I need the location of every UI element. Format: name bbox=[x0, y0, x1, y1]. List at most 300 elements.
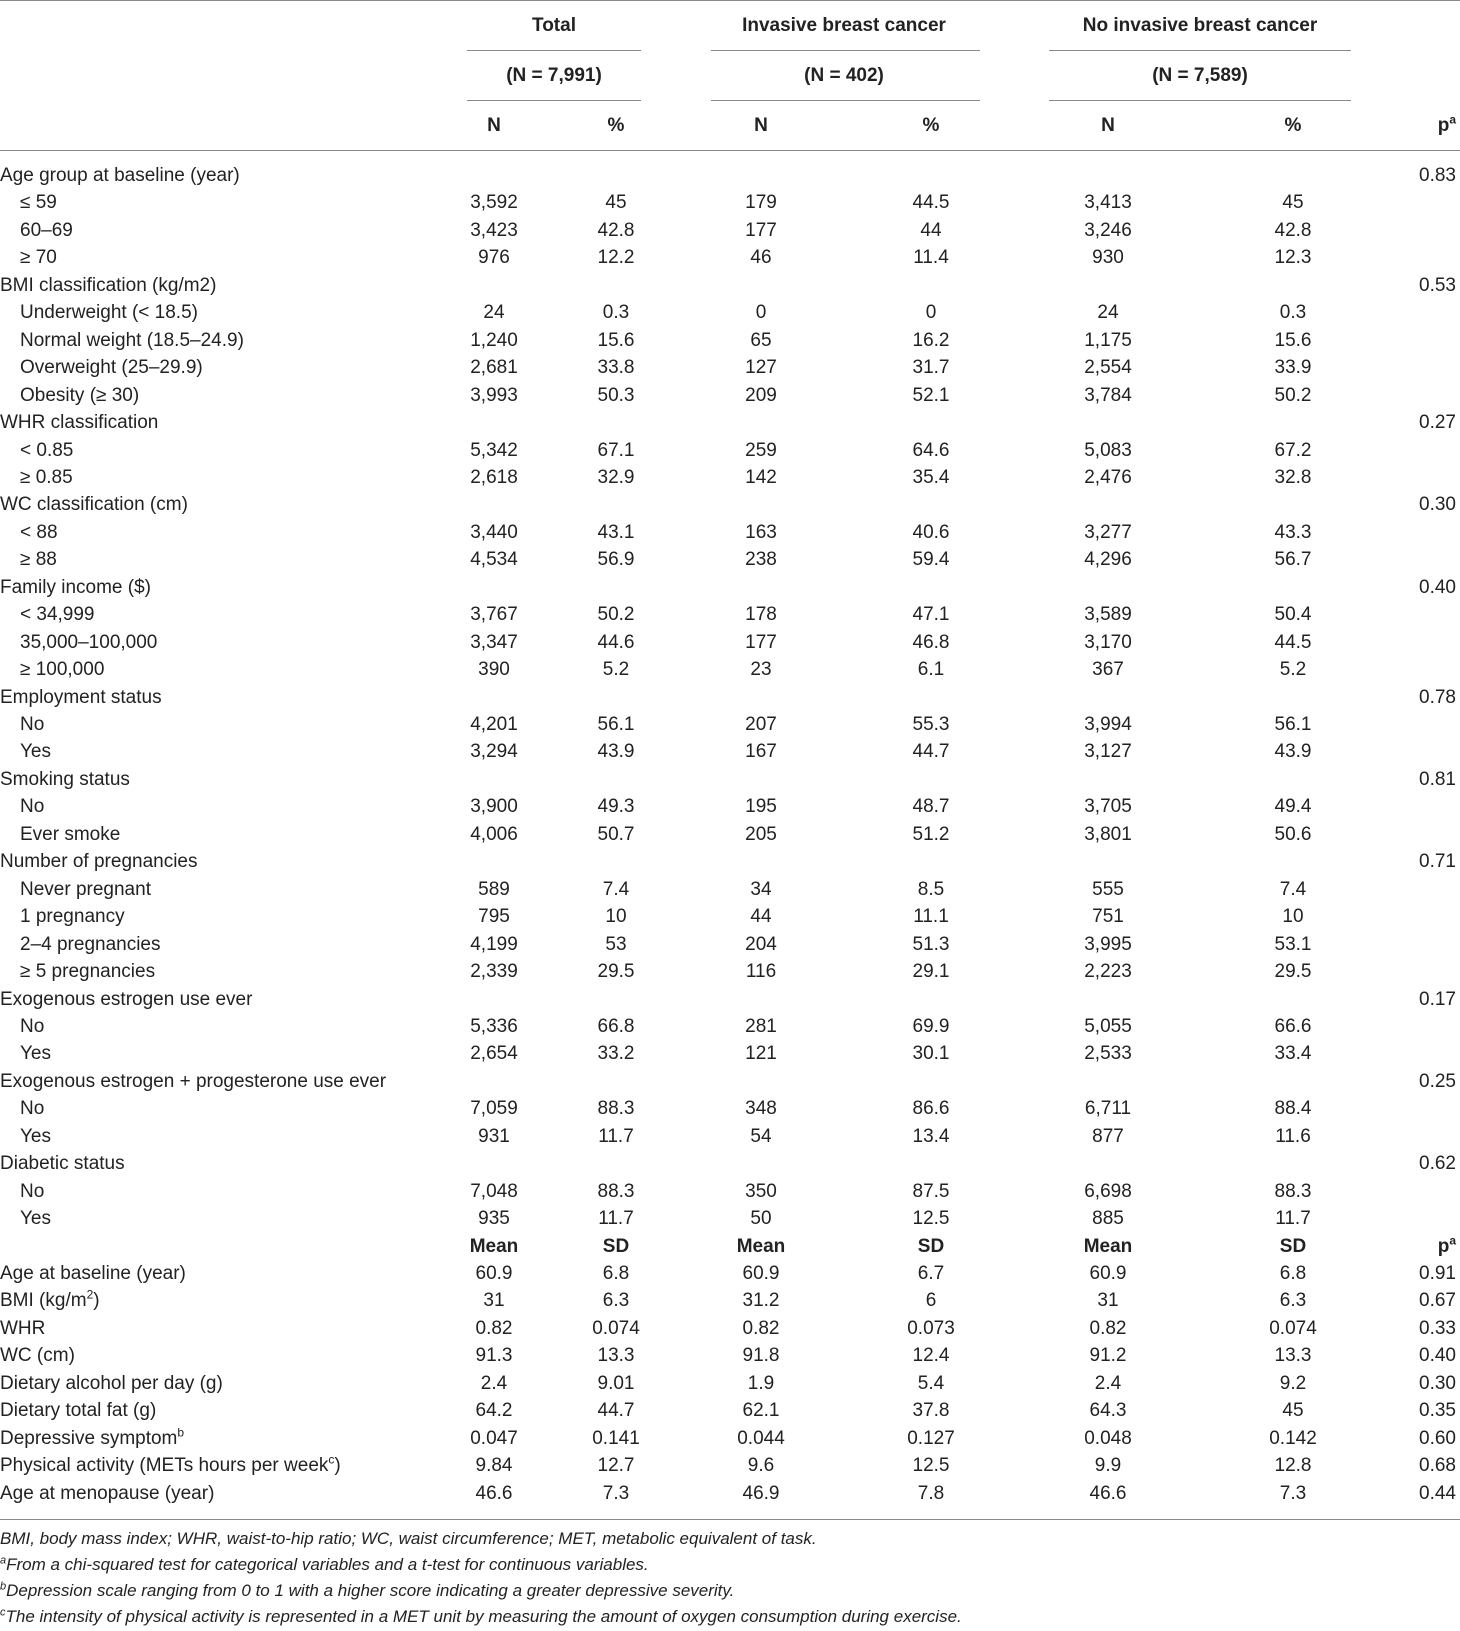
variable-label: Age group at baseline (year) bbox=[0, 165, 240, 186]
group-underline-total bbox=[467, 50, 641, 51]
cell-invasive-n: 207 bbox=[745, 714, 777, 735]
cell-p-value: 0.27 bbox=[1419, 412, 1456, 433]
cell-no-invasive-pct: 10 bbox=[1282, 906, 1304, 927]
cell-mean-total: 9.84 bbox=[475, 1455, 513, 1476]
n-underline-invasive bbox=[711, 100, 980, 101]
cell-p-value: 0.25 bbox=[1419, 1071, 1456, 1092]
cell-invasive-n: 46 bbox=[750, 247, 772, 268]
cell-invasive-n: 177 bbox=[745, 632, 777, 653]
cell-total-pct: 5.2 bbox=[602, 659, 630, 680]
cell-total-pct: 88.3 bbox=[597, 1098, 635, 1119]
cell-sd-invasive: 0.073 bbox=[907, 1318, 955, 1339]
cell-mean-invasive: 31.2 bbox=[742, 1290, 780, 1311]
cell-invasive-n: 167 bbox=[745, 741, 777, 762]
cell-sd-total: 12.7 bbox=[597, 1455, 635, 1476]
category-label: ≥ 0.85 bbox=[20, 467, 73, 488]
cell-no-invasive-n: 2,476 bbox=[1084, 467, 1132, 488]
cell-invasive-pct: 31.7 bbox=[912, 357, 950, 378]
cell-total-pct: 56.1 bbox=[597, 714, 635, 735]
col-header-pct-total: % bbox=[607, 115, 625, 136]
cell-p-value: 0.30 bbox=[1419, 494, 1456, 515]
cell-total-pct: 42.8 bbox=[597, 220, 635, 241]
cell-no-invasive-n: 3,784 bbox=[1084, 385, 1132, 406]
cell-invasive-n: 178 bbox=[745, 604, 777, 625]
cell-p-value: 0.30 bbox=[1419, 1373, 1456, 1394]
cell-invasive-n: 179 bbox=[745, 192, 777, 213]
cell-invasive-n: 44 bbox=[750, 906, 772, 927]
cell-no-invasive-n: 751 bbox=[1092, 906, 1124, 927]
top-rule bbox=[0, 0, 1460, 1]
cell-invasive-n: 121 bbox=[745, 1043, 777, 1064]
cell-no-invasive-n: 3,994 bbox=[1084, 714, 1132, 735]
cell-invasive-n: 116 bbox=[745, 961, 777, 982]
cell-mean-no-invasive: 0.048 bbox=[1084, 1428, 1132, 1449]
group-n-invasive: (N = 402) bbox=[804, 65, 884, 86]
col-header-p-continuous: $p^a$ bbox=[1437, 1233, 1456, 1257]
category-label: No bbox=[20, 1016, 45, 1037]
cell-total-pct: 0.3 bbox=[602, 302, 630, 323]
cell-total-pct: 53 bbox=[605, 934, 627, 955]
cell-no-invasive-n: 3,705 bbox=[1084, 796, 1132, 817]
cell-no-invasive-n: 2,554 bbox=[1084, 357, 1132, 378]
cell-sd-total: 9.01 bbox=[597, 1373, 635, 1394]
cell-total-n: 2,654 bbox=[470, 1043, 518, 1064]
cell-total-pct: 15.6 bbox=[597, 330, 635, 351]
variable-label: WC (cm) bbox=[0, 1345, 75, 1366]
group-underline-no-invasive bbox=[1049, 50, 1351, 51]
cell-invasive-pct: 52.1 bbox=[912, 385, 950, 406]
col-header-sd-no-invasive: SD bbox=[1279, 1236, 1307, 1257]
cell-no-invasive-n: 2,533 bbox=[1084, 1043, 1132, 1064]
variable-label: BMI classification (kg/m2) bbox=[0, 275, 217, 296]
variable-label: Exogenous estrogen use ever bbox=[0, 989, 253, 1010]
category-label: No bbox=[20, 714, 45, 735]
cell-mean-no-invasive: 60.9 bbox=[1089, 1263, 1127, 1284]
cell-p-value: 0.68 bbox=[1419, 1455, 1456, 1476]
category-label: Ever smoke bbox=[20, 824, 121, 845]
cell-invasive-pct: 51.3 bbox=[912, 934, 950, 955]
cell-total-n: 390 bbox=[478, 659, 510, 680]
variable-label: Dietary alcohol per day (g) bbox=[0, 1373, 223, 1394]
cell-invasive-n: 205 bbox=[745, 824, 777, 845]
category-label: 2–4 pregnancies bbox=[20, 934, 161, 955]
cell-sd-invasive: 12.5 bbox=[912, 1455, 950, 1476]
cell-mean-total: 0.82 bbox=[475, 1318, 513, 1339]
cell-total-n: 3,347 bbox=[470, 632, 518, 653]
variable-label: Family income ($) bbox=[0, 577, 151, 598]
n-underline-no-invasive bbox=[1049, 100, 1351, 101]
cell-invasive-pct: 6.1 bbox=[917, 659, 945, 680]
footnote: BMI, body mass index; WHR, waist-to-hip ratio; WC, waist circumference; MET, metabolic equivalent of task. bbox=[0, 1529, 817, 1548]
cell-no-invasive-pct: 50.2 bbox=[1274, 385, 1312, 406]
cell-invasive-pct: 44.5 bbox=[912, 192, 950, 213]
cell-total-n: 935 bbox=[478, 1208, 510, 1229]
cell-no-invasive-n: 3,413 bbox=[1084, 192, 1132, 213]
cell-total-n: 931 bbox=[478, 1126, 510, 1147]
cell-invasive-n: 50 bbox=[750, 1208, 772, 1229]
cell-total-n: 24 bbox=[483, 302, 505, 323]
col-header-sd-invasive: SD bbox=[917, 1236, 945, 1257]
cell-sd-no-invasive: 0.142 bbox=[1269, 1428, 1317, 1449]
cell-total-pct: 33.8 bbox=[597, 357, 635, 378]
cell-invasive-pct: 0 bbox=[925, 302, 937, 323]
cell-mean-invasive: 9.6 bbox=[747, 1455, 775, 1476]
cell-sd-total: 0.074 bbox=[592, 1318, 640, 1339]
cell-total-n: 4,006 bbox=[470, 824, 518, 845]
cell-no-invasive-pct: 88.3 bbox=[1274, 1181, 1312, 1202]
cell-total-pct: 43.1 bbox=[597, 522, 635, 543]
cell-sd-no-invasive: 45 bbox=[1282, 1400, 1304, 1421]
category-label: ≥ 5 pregnancies bbox=[20, 961, 156, 982]
cell-no-invasive-pct: 43.3 bbox=[1274, 522, 1312, 543]
group-title-no-invasive: No invasive breast cancer bbox=[1082, 15, 1318, 36]
cell-total-n: 4,199 bbox=[470, 934, 518, 955]
cell-mean-no-invasive: 31 bbox=[1097, 1290, 1119, 1311]
cell-invasive-pct: 55.3 bbox=[912, 714, 950, 735]
cell-p-value: 0.81 bbox=[1419, 769, 1456, 790]
group-n-total: (N = 7,991) bbox=[506, 65, 602, 86]
cell-invasive-pct: 51.2 bbox=[912, 824, 950, 845]
variable-label: Number of pregnancies bbox=[0, 851, 198, 872]
footnote: $^c$The intensity of physical activity is represented in a MET unit by measuring the amount of oxygen consumption during exercise. bbox=[0, 1606, 962, 1626]
cell-invasive-n: 209 bbox=[745, 385, 777, 406]
cell-invasive-n: 23 bbox=[750, 659, 772, 680]
cell-p-value: 0.35 bbox=[1419, 1400, 1456, 1421]
cell-no-invasive-n: 2,223 bbox=[1084, 961, 1132, 982]
cell-no-invasive-pct: 56.1 bbox=[1274, 714, 1312, 735]
cell-total-n: 4,201 bbox=[470, 714, 518, 735]
cell-mean-total: 91.3 bbox=[475, 1345, 513, 1366]
cell-no-invasive-n: 3,127 bbox=[1084, 741, 1132, 762]
col-header-mean-invasive: Mean bbox=[736, 1236, 786, 1257]
cell-invasive-n: 0 bbox=[755, 302, 767, 323]
cell-total-n: 4,534 bbox=[470, 549, 518, 570]
cell-invasive-pct: 11.4 bbox=[913, 247, 949, 268]
cell-mean-invasive: 1.9 bbox=[747, 1373, 775, 1394]
cell-no-invasive-n: 5,083 bbox=[1084, 440, 1132, 461]
cell-total-n: 3,900 bbox=[470, 796, 518, 817]
col-header-n-total: N bbox=[487, 115, 501, 136]
cell-total-pct: 29.5 bbox=[597, 961, 635, 982]
cell-total-pct: 44.6 bbox=[597, 632, 635, 653]
cell-total-n: 7,048 bbox=[470, 1181, 518, 1202]
category-label: < 88 bbox=[20, 522, 58, 543]
cell-sd-no-invasive: 0.074 bbox=[1269, 1318, 1317, 1339]
cell-total-n: 2,681 bbox=[470, 357, 518, 378]
cell-invasive-n: 34 bbox=[750, 879, 772, 900]
cell-no-invasive-pct: 5.2 bbox=[1279, 659, 1307, 680]
category-label: Never pregnant bbox=[20, 879, 151, 900]
cell-no-invasive-pct: 33.9 bbox=[1274, 357, 1312, 378]
cell-invasive-pct: 13.4 bbox=[912, 1126, 950, 1147]
cell-sd-invasive: 6.7 bbox=[917, 1263, 945, 1284]
cell-mean-total: 64.2 bbox=[475, 1400, 513, 1421]
cell-sd-invasive: 37.8 bbox=[912, 1400, 950, 1421]
group-underline-invasive bbox=[711, 50, 980, 51]
cell-mean-no-invasive: 9.9 bbox=[1094, 1455, 1122, 1476]
cell-total-n: 3,440 bbox=[470, 522, 518, 543]
cell-mean-invasive: 62.1 bbox=[742, 1400, 780, 1421]
cell-sd-total: 13.3 bbox=[597, 1345, 635, 1366]
cell-no-invasive-pct: 15.6 bbox=[1274, 330, 1312, 351]
group-title-total: Total bbox=[532, 15, 576, 36]
cell-no-invasive-pct: 0.3 bbox=[1279, 302, 1307, 323]
cell-no-invasive-pct: 11.7 bbox=[1275, 1208, 1311, 1229]
cell-p-value: 0.44 bbox=[1419, 1483, 1456, 1504]
cell-total-n: 5,342 bbox=[470, 440, 518, 461]
variable-label: Age at menopause (year) bbox=[0, 1483, 215, 1504]
cell-no-invasive-pct: 44.5 bbox=[1274, 632, 1312, 653]
cell-total-pct: 7.4 bbox=[602, 879, 630, 900]
cell-no-invasive-pct: 66.6 bbox=[1274, 1016, 1312, 1037]
cell-no-invasive-pct: 50.4 bbox=[1274, 604, 1312, 625]
category-label: Yes bbox=[20, 741, 51, 762]
cell-invasive-pct: 59.4 bbox=[912, 549, 950, 570]
cell-invasive-n: 348 bbox=[745, 1098, 777, 1119]
cell-p-value: 0.91 bbox=[1419, 1263, 1456, 1284]
cell-invasive-pct: 29.1 bbox=[912, 961, 950, 982]
cell-invasive-n: 204 bbox=[745, 934, 777, 955]
cell-no-invasive-n: 24 bbox=[1097, 302, 1119, 323]
cell-invasive-pct: 44.7 bbox=[912, 741, 950, 762]
cell-mean-no-invasive: 0.82 bbox=[1089, 1318, 1127, 1339]
cell-mean-no-invasive: 91.2 bbox=[1089, 1345, 1127, 1366]
cell-sd-no-invasive: 9.2 bbox=[1279, 1373, 1307, 1394]
cell-no-invasive-n: 885 bbox=[1092, 1208, 1124, 1229]
cell-invasive-n: 177 bbox=[745, 220, 777, 241]
variable-label: Employment status bbox=[0, 687, 162, 708]
cell-sd-no-invasive: 12.8 bbox=[1274, 1455, 1312, 1476]
col-header-p: $p^a$ bbox=[1437, 112, 1456, 136]
cell-total-pct: 43.9 bbox=[597, 741, 635, 762]
cell-sd-total: 44.7 bbox=[597, 1400, 635, 1421]
cell-total-pct: 32.9 bbox=[597, 467, 635, 488]
cell-sd-invasive: 0.127 bbox=[907, 1428, 955, 1449]
cell-no-invasive-pct: 33.4 bbox=[1274, 1043, 1312, 1064]
cell-no-invasive-pct: 45 bbox=[1282, 192, 1304, 213]
cell-mean-total: 2.4 bbox=[480, 1373, 508, 1394]
cell-total-n: 5,336 bbox=[470, 1016, 518, 1037]
cell-no-invasive-n: 3,995 bbox=[1084, 934, 1132, 955]
footnote: $^b$Depression scale ranging from 0 to 1 with a higher score indicating a greater depressive severity. bbox=[0, 1580, 735, 1600]
cell-invasive-pct: 64.6 bbox=[912, 440, 950, 461]
cell-no-invasive-pct: 7.4 bbox=[1279, 879, 1307, 900]
cell-no-invasive-n: 3,589 bbox=[1084, 604, 1132, 625]
col-header-n-no-invasive: N bbox=[1101, 115, 1115, 136]
cell-sd-total: 6.8 bbox=[602, 1263, 630, 1284]
cell-total-n: 3,767 bbox=[470, 604, 518, 625]
cell-p-value: 0.17 bbox=[1419, 989, 1456, 1010]
category-label: No bbox=[20, 796, 45, 817]
category-label: 1 pregnancy bbox=[20, 906, 125, 927]
cell-p-value: 0.60 bbox=[1419, 1428, 1456, 1449]
variable-label: Age at baseline (year) bbox=[0, 1263, 186, 1284]
cell-total-n: 1,240 bbox=[470, 330, 518, 351]
cell-invasive-pct: 86.6 bbox=[912, 1098, 950, 1119]
cell-mean-invasive: 91.8 bbox=[742, 1345, 780, 1366]
cell-no-invasive-pct: 32.8 bbox=[1274, 467, 1312, 488]
cell-total-pct: 50.2 bbox=[597, 604, 635, 625]
cell-no-invasive-n: 3,801 bbox=[1084, 824, 1132, 845]
cell-sd-total: 7.3 bbox=[602, 1483, 630, 1504]
n-underline-total bbox=[467, 100, 641, 101]
category-label: 35,000–100,000 bbox=[20, 632, 158, 653]
category-label: ≥ 88 bbox=[20, 549, 57, 570]
variable-label: Depressive symptom$^b$ bbox=[0, 1425, 185, 1449]
category-label: < 34,999 bbox=[20, 604, 95, 625]
variable-label: WC classification (cm) bbox=[0, 494, 188, 515]
cell-total-n: 589 bbox=[478, 879, 510, 900]
cell-invasive-pct: 35.4 bbox=[912, 467, 950, 488]
cell-invasive-n: 163 bbox=[745, 522, 777, 543]
cell-no-invasive-pct: 29.5 bbox=[1274, 961, 1312, 982]
cell-sd-total: 0.141 bbox=[592, 1428, 640, 1449]
cell-no-invasive-pct: 56.7 bbox=[1274, 549, 1312, 570]
cell-invasive-n: 238 bbox=[745, 549, 777, 570]
cell-sd-no-invasive: 6.3 bbox=[1279, 1290, 1307, 1311]
cell-no-invasive-pct: 67.2 bbox=[1274, 440, 1312, 461]
cell-total-pct: 45 bbox=[605, 192, 627, 213]
variable-label: WHR classification bbox=[0, 412, 159, 433]
cell-total-n: 3,592 bbox=[470, 192, 518, 213]
cell-p-value: 0.40 bbox=[1419, 577, 1456, 598]
category-label: Yes bbox=[20, 1126, 51, 1147]
cell-p-value: 0.40 bbox=[1419, 1345, 1456, 1366]
category-label: < 0.85 bbox=[20, 440, 74, 461]
cell-invasive-pct: 48.7 bbox=[912, 796, 950, 817]
category-label: Overweight (25–29.9) bbox=[20, 357, 203, 378]
cell-total-n: 795 bbox=[478, 906, 510, 927]
cell-p-value: 0.67 bbox=[1419, 1290, 1456, 1311]
variable-label: Exogenous estrogen + progesterone use ever bbox=[0, 1071, 387, 1092]
category-label: Yes bbox=[20, 1208, 51, 1229]
cell-p-value: 0.78 bbox=[1419, 687, 1456, 708]
cell-total-pct: 49.3 bbox=[597, 796, 635, 817]
cell-no-invasive-n: 6,711 bbox=[1084, 1098, 1132, 1119]
cell-invasive-pct: 30.1 bbox=[912, 1043, 950, 1064]
cell-no-invasive-pct: 50.6 bbox=[1274, 824, 1312, 845]
cell-total-n: 7,059 bbox=[470, 1098, 518, 1119]
cell-p-value: 0.83 bbox=[1419, 165, 1456, 186]
cell-no-invasive-n: 3,246 bbox=[1084, 220, 1132, 241]
category-label: ≥ 70 bbox=[20, 247, 57, 268]
cell-invasive-n: 54 bbox=[750, 1126, 772, 1147]
cell-no-invasive-n: 367 bbox=[1092, 659, 1124, 680]
cell-total-pct: 11.7 bbox=[598, 1126, 634, 1147]
cell-invasive-pct: 69.9 bbox=[912, 1016, 950, 1037]
cell-sd-invasive: 6 bbox=[925, 1290, 937, 1311]
header-rule bbox=[0, 150, 1460, 151]
cell-no-invasive-pct: 42.8 bbox=[1274, 220, 1312, 241]
cell-sd-invasive: 5.4 bbox=[917, 1373, 945, 1394]
cell-no-invasive-pct: 11.6 bbox=[1275, 1126, 1311, 1147]
cell-mean-invasive: 0.044 bbox=[737, 1428, 785, 1449]
cell-no-invasive-n: 4,296 bbox=[1084, 549, 1132, 570]
cell-no-invasive-n: 930 bbox=[1092, 247, 1124, 268]
cell-invasive-pct: 87.5 bbox=[912, 1181, 950, 1202]
cell-p-value: 0.62 bbox=[1419, 1153, 1456, 1174]
cell-sd-total: 6.3 bbox=[602, 1290, 630, 1311]
footnote: $^a$From a chi-squared test for categorical variables and a t-test for continuous variables. bbox=[0, 1554, 649, 1574]
cell-sd-invasive: 7.8 bbox=[917, 1483, 945, 1504]
category-label: ≥ 100,000 bbox=[20, 659, 105, 680]
cell-total-pct: 66.8 bbox=[597, 1016, 635, 1037]
cell-mean-total: 31 bbox=[483, 1290, 505, 1311]
cell-total-pct: 10 bbox=[605, 906, 627, 927]
cell-invasive-pct: 47.1 bbox=[912, 604, 950, 625]
cell-total-pct: 88.3 bbox=[597, 1181, 635, 1202]
category-label: Yes bbox=[20, 1043, 51, 1064]
cell-no-invasive-n: 3,277 bbox=[1084, 522, 1132, 543]
cell-sd-no-invasive: 13.3 bbox=[1274, 1345, 1312, 1366]
cell-invasive-pct: 16.2 bbox=[912, 330, 950, 351]
cell-no-invasive-n: 6,698 bbox=[1084, 1181, 1132, 1202]
cell-mean-total: 60.9 bbox=[475, 1263, 513, 1284]
cell-total-pct: 12.2 bbox=[597, 247, 635, 268]
cell-sd-no-invasive: 7.3 bbox=[1279, 1483, 1307, 1504]
cell-invasive-pct: 11.1 bbox=[913, 906, 949, 927]
cell-no-invasive-n: 877 bbox=[1092, 1126, 1124, 1147]
cell-total-n: 3,993 bbox=[470, 385, 518, 406]
cell-p-value: 0.71 bbox=[1419, 851, 1456, 872]
cell-no-invasive-pct: 53.1 bbox=[1274, 934, 1312, 955]
variable-label: BMI $(kg/m^2)$ bbox=[0, 1287, 100, 1311]
variable-label: Physical activity (METs hours per week$^c$) bbox=[0, 1452, 341, 1476]
variable-label: Dietary total fat (g) bbox=[0, 1400, 157, 1421]
group-title-invasive: Invasive breast cancer bbox=[742, 15, 946, 36]
cell-p-value: 0.33 bbox=[1419, 1318, 1456, 1339]
cell-invasive-pct: 40.6 bbox=[912, 522, 950, 543]
cell-total-pct: 67.1 bbox=[597, 440, 635, 461]
cell-mean-invasive: 0.82 bbox=[742, 1318, 780, 1339]
cell-mean-no-invasive: 2.4 bbox=[1094, 1373, 1122, 1394]
cell-invasive-pct: 46.8 bbox=[912, 632, 950, 653]
cell-no-invasive-n: 555 bbox=[1092, 879, 1124, 900]
cell-mean-invasive: 60.9 bbox=[742, 1263, 780, 1284]
cell-mean-total: 0.047 bbox=[470, 1428, 518, 1449]
col-header-mean-no-invasive: Mean bbox=[1083, 1236, 1133, 1257]
variable-label: Smoking status bbox=[0, 769, 130, 790]
cell-no-invasive-pct: 12.3 bbox=[1274, 247, 1312, 268]
cell-no-invasive-pct: 49.4 bbox=[1274, 796, 1312, 817]
cell-total-n: 2,339 bbox=[470, 961, 518, 982]
cell-sd-invasive: 12.4 bbox=[912, 1345, 950, 1366]
cell-p-value: 0.53 bbox=[1419, 275, 1456, 296]
cell-mean-invasive: 46.9 bbox=[742, 1483, 780, 1504]
cell-no-invasive-n: 1,175 bbox=[1084, 330, 1132, 351]
category-label: ≤ 59 bbox=[20, 192, 57, 213]
cell-total-n: 3,294 bbox=[470, 741, 518, 762]
cell-total-pct: 56.9 bbox=[597, 549, 635, 570]
variable-label: WHR bbox=[0, 1318, 46, 1339]
cell-invasive-n: 142 bbox=[745, 467, 777, 488]
variable-label: Diabetic status bbox=[0, 1153, 125, 1174]
category-label: Underweight (< 18.5) bbox=[20, 302, 198, 323]
cell-total-pct: 11.7 bbox=[598, 1208, 634, 1229]
col-header-pct-no-invasive: % bbox=[1284, 115, 1302, 136]
col-header-pct-invasive: % bbox=[922, 115, 940, 136]
cell-mean-no-invasive: 64.3 bbox=[1089, 1400, 1127, 1421]
cell-no-invasive-pct: 43.9 bbox=[1274, 741, 1312, 762]
category-label: Obesity (≥ 30) bbox=[20, 385, 140, 406]
cell-total-n: 2,618 bbox=[470, 467, 518, 488]
cell-no-invasive-pct: 88.4 bbox=[1274, 1098, 1312, 1119]
group-n-no-invasive: (N = 7,589) bbox=[1152, 65, 1248, 86]
cell-mean-no-invasive: 46.6 bbox=[1089, 1483, 1127, 1504]
cell-total-pct: 50.7 bbox=[597, 824, 635, 845]
cell-total-pct: 50.3 bbox=[597, 385, 635, 406]
cell-sd-no-invasive: 6.8 bbox=[1279, 1263, 1307, 1284]
